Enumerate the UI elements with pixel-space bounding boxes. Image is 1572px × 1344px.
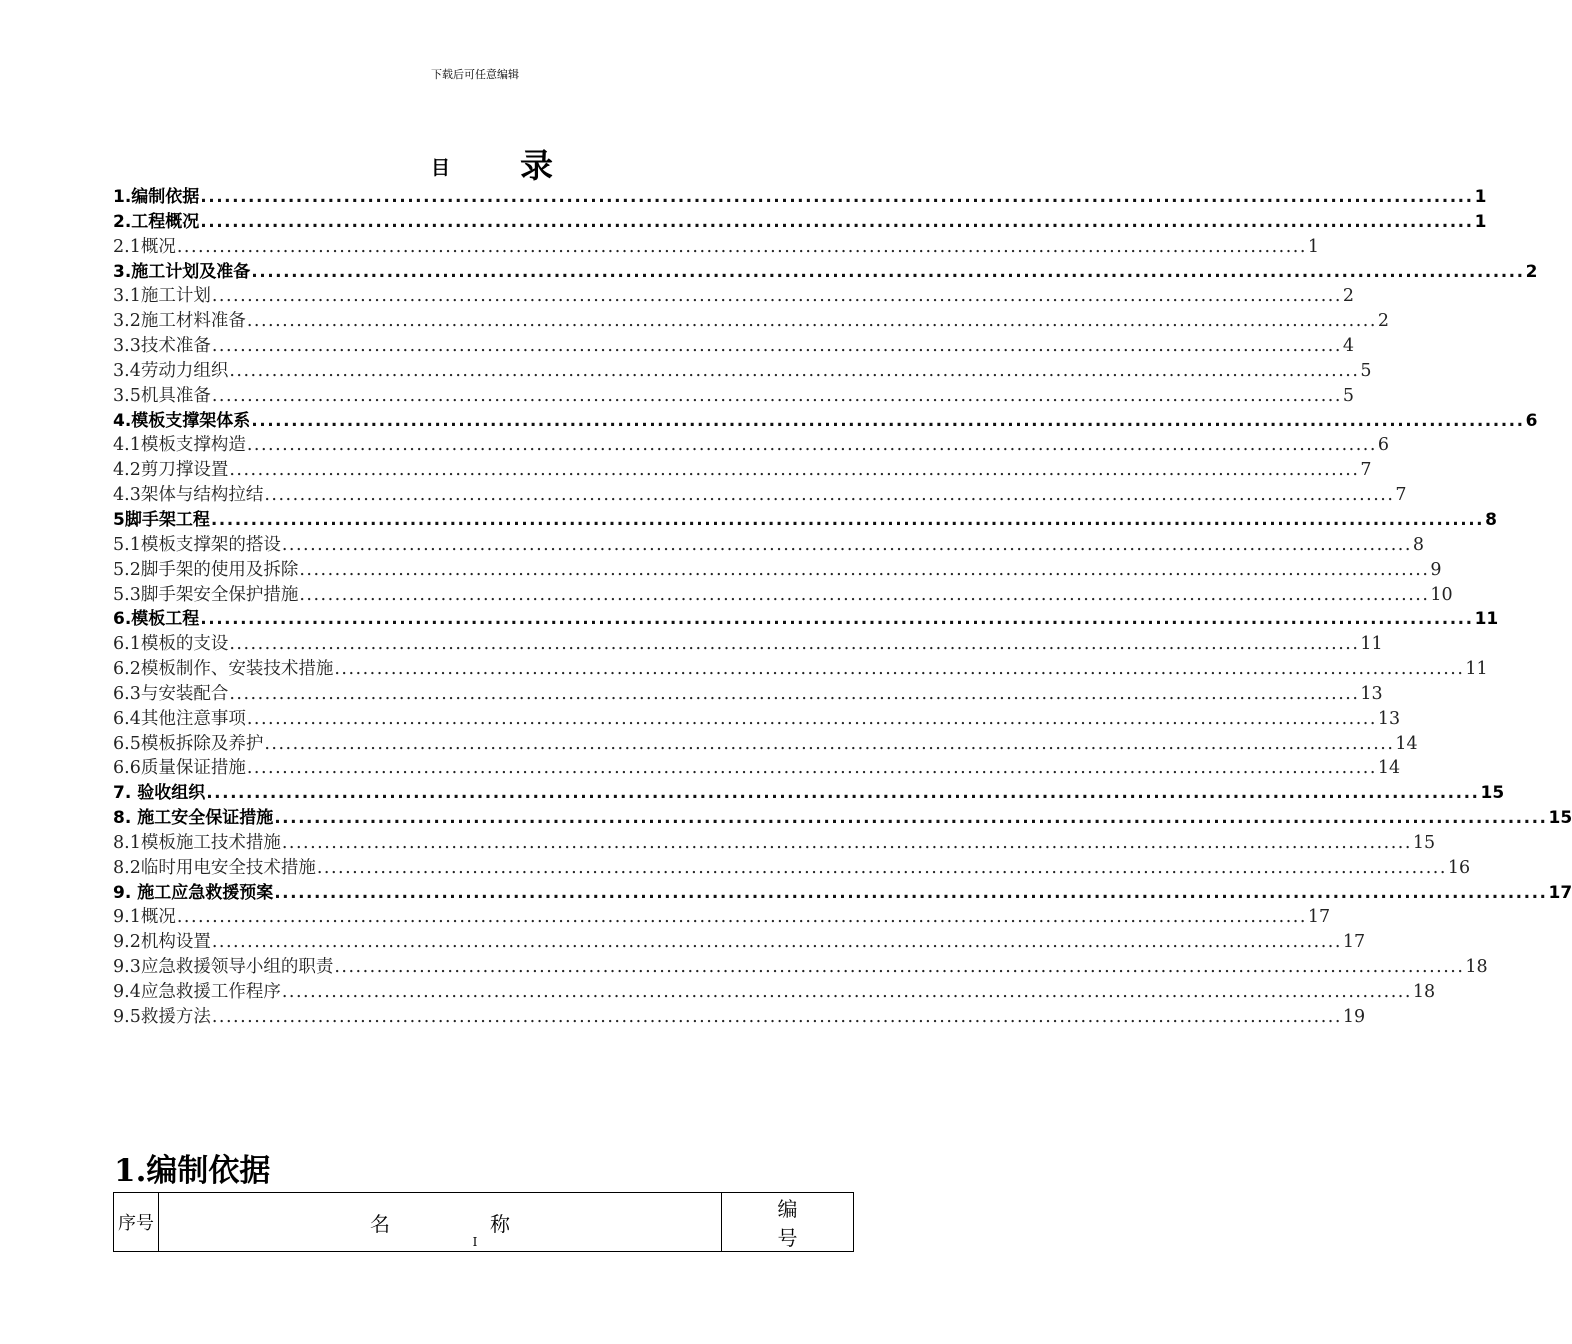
toc-entry-leader: ................................................................................................................................................................: [176, 907, 1307, 928]
toc-entry-leader: ................................................................................................................................................................: [274, 882, 1548, 903]
toc-entry-label: 6.3与安装配合: [113, 683, 229, 704]
toc-entry-leader: ................................................................................................................................................................: [176, 236, 1307, 257]
toc-entry-label: 1.编制依据: [113, 187, 200, 207]
toc-entry[interactable]: [113, 781, 1505, 806]
toc-entry[interactable]: [113, 235, 1320, 260]
toc-entry[interactable]: [113, 955, 1488, 980]
toc-entry-label: 3.5机具准备: [113, 385, 211, 406]
toc-entry[interactable]: [113, 433, 1390, 458]
toc-entry[interactable]: [113, 632, 1383, 657]
toc-entry-page: 18: [1465, 957, 1488, 978]
toc-entry-leader: ................................................................................................................................................................: [229, 634, 1360, 655]
toc-entry[interactable]: [113, 607, 1499, 632]
toc-entry-page: 11: [1360, 634, 1383, 655]
table-of-contents: [113, 185, 1572, 1030]
toc-entry-page: 2: [1525, 261, 1538, 282]
toc-entry-leader: ................................................................................................................................................................: [211, 932, 1342, 953]
toc-entry[interactable]: [113, 309, 1390, 334]
toc-entry-leader: ................................................................................................................................................................: [316, 857, 1447, 878]
toc-entry-label: 2.1概况: [113, 236, 176, 257]
toc-entry-page: 17: [1342, 932, 1366, 953]
toc-entry[interactable]: [113, 905, 1331, 930]
toc-entry-page: 5: [1342, 385, 1355, 406]
toc-title: [0, 140, 950, 184]
toc-entry[interactable]: [113, 533, 1425, 558]
toc-entry-leader: ................................................................................................................................................................: [281, 534, 1412, 555]
toc-entry[interactable]: [113, 732, 1418, 757]
toc-entry[interactable]: [113, 657, 1488, 682]
toc-entry-page: 1: [1307, 236, 1320, 257]
toc-entry[interactable]: [113, 707, 1401, 732]
toc-entry[interactable]: [113, 856, 1471, 881]
toc-entry-label: 8.1模板施工技术措施: [113, 832, 281, 853]
toc-entry-leader: ................................................................................................................................................................: [229, 683, 1360, 704]
toc-entry-label: 4.2剪刀撑设置: [113, 460, 229, 481]
toc-entry-leader: ................................................................................................................................................................: [246, 758, 1377, 779]
toc-entry-label: 6.1模板的支设: [113, 634, 229, 655]
column-header-index: 序号: [114, 1193, 159, 1252]
toc-entry-label: 8. 施工安全保证措施: [113, 808, 274, 829]
toc-entry-label: 9. 施工应急救援预案: [113, 882, 274, 903]
toc-entry-leader: ................................................................................................................................................................: [206, 783, 1480, 804]
toc-entry-leader: ................................................................................................................................................................: [210, 509, 1485, 530]
toc-entry-label: 3.1施工计划: [113, 286, 211, 307]
toc-entry-label: 5脚手架工程: [113, 509, 210, 530]
toc-entry[interactable]: [113, 682, 1383, 707]
toc-entry-page: 15: [1480, 783, 1505, 804]
toc-entry-label: 6.模板工程: [113, 609, 200, 630]
toc-entry-leader: ................................................................................................................................................................: [211, 286, 1342, 307]
toc-entry-leader: ................................................................................................................................................................: [246, 708, 1377, 729]
toc-entry-label: 4.1模板支撑构造: [113, 435, 246, 456]
column-header-code: 编号: [722, 1193, 854, 1252]
toc-title-part2: 录: [520, 146, 553, 185]
column-header-name: 名称: [159, 1193, 722, 1252]
toc-entry-label: 8.2临时用电安全技术措施: [113, 857, 316, 878]
toc-entry-page: 2: [1377, 311, 1390, 332]
toc-entry[interactable]: [113, 458, 1372, 483]
toc-entry-leader: ................................................................................................................................................................: [200, 187, 1474, 207]
toc-entry-page: 14: [1395, 733, 1418, 754]
toc-entry-leader: ................................................................................................................................................................: [299, 584, 1430, 605]
toc-entry[interactable]: [113, 185, 1487, 210]
toc-entry[interactable]: [113, 930, 1366, 955]
toc-entry-page: 15: [1548, 808, 1572, 829]
toc-entry[interactable]: [113, 284, 1355, 309]
toc-entry-label: 9.2机构设置: [113, 932, 211, 953]
toc-entry[interactable]: [113, 210, 1487, 235]
toc-entry[interactable]: [113, 384, 1355, 409]
section-heading: 1.编制依据: [114, 1153, 271, 1189]
toc-entry-page: 9: [1430, 559, 1442, 580]
toc-entry-page: 17: [1548, 882, 1572, 903]
toc-entry[interactable]: [113, 756, 1401, 781]
toc-entry-page: 15: [1412, 832, 1436, 853]
toc-entry[interactable]: [113, 831, 1436, 856]
toc-entry-page: 6: [1377, 435, 1390, 456]
toc-entry-label: 5.1模板支撑架的搭设: [113, 534, 281, 555]
toc-entry[interactable]: [113, 881, 1572, 906]
toc-entry-page: 7: [1360, 460, 1372, 481]
toc-entry-label: 6.2模板制作、安装技术措施: [113, 659, 334, 680]
toc-entry-page: 13: [1360, 683, 1383, 704]
toc-entry-label: 6.4其他注意事项: [113, 708, 246, 729]
toc-entry-leader: ................................................................................................................................................................: [200, 211, 1474, 232]
toc-entry-leader: ................................................................................................................................................................: [229, 460, 1360, 481]
toc-entry-leader: ................................................................................................................................................................: [246, 311, 1377, 332]
toc-entry-page: 7: [1395, 485, 1407, 506]
toc-entry[interactable]: [113, 1005, 1366, 1030]
toc-entry[interactable]: [113, 409, 1538, 434]
toc-entry-leader: ................................................................................................................................................................: [281, 982, 1412, 1002]
toc-entry-label: 3.4劳动力组织: [113, 360, 229, 381]
toc-entry-label: 6.5模板拆除及养护: [113, 733, 264, 754]
toc-entry[interactable]: [113, 508, 1497, 533]
toc-entry-label: 9.3应急救援领导小组的职责: [113, 957, 334, 978]
toc-entry-page: 18: [1412, 982, 1436, 1002]
header-note: 下载后可任意编辑: [431, 68, 519, 81]
toc-entry-leader: ................................................................................................................................................................: [229, 360, 1360, 381]
toc-entry-leader: ................................................................................................................................................................: [334, 957, 1465, 978]
toc-entry-leader: ................................................................................................................................................................: [264, 733, 1395, 754]
toc-entry[interactable]: [113, 583, 1453, 608]
toc-entry-label: 9.1概况: [113, 907, 176, 928]
toc-entry-page: 11: [1465, 659, 1488, 680]
page-number: I: [472, 1235, 478, 1249]
toc-entry-label: 7. 验收组织: [113, 783, 206, 804]
toc-entry-page: 13: [1377, 708, 1401, 729]
toc-entry-label: 2.工程概况: [113, 211, 200, 232]
toc-entry[interactable]: [113, 260, 1538, 285]
toc-entry-page: 11: [1474, 609, 1499, 630]
toc-entry-leader: ................................................................................................................................................................: [274, 808, 1548, 829]
toc-entry-leader: ................................................................................................................................................................: [251, 410, 1525, 431]
toc-entry-leader: ................................................................................................................................................................: [200, 609, 1474, 630]
toc-entry[interactable]: [113, 334, 1355, 359]
toc-entry-page: 5: [1360, 360, 1372, 381]
toc-entry-label: 3.2施工材料准备: [113, 311, 246, 332]
toc-entry-page: 16: [1447, 857, 1471, 878]
toc-entry-page: 8: [1485, 509, 1497, 530]
toc-entry-page: 4: [1342, 336, 1355, 357]
toc-entry-label: 5.2脚手架的使用及拆除: [113, 559, 299, 580]
toc-entry-label: 6.6质量保证措施: [113, 758, 246, 779]
toc-entry-leader: ................................................................................................................................................................: [211, 336, 1342, 357]
toc-entry-label: 3.施工计划及准备: [113, 261, 251, 282]
toc-entry-label: 4.3架体与结构拉结: [113, 485, 264, 506]
toc-entry-label: 5.3脚手架安全保护措施: [113, 584, 299, 605]
toc-entry[interactable]: [113, 359, 1372, 384]
toc-entry-label: 4.模板支撑架体系: [113, 410, 251, 431]
toc-entry[interactable]: [113, 806, 1572, 831]
toc-entry-leader: ................................................................................................................................................................: [281, 832, 1412, 853]
toc-entry-page: 19: [1342, 1006, 1366, 1027]
toc-entry-label: 9.4应急救援工作程序: [113, 982, 281, 1002]
toc-entry-page: 14: [1377, 758, 1401, 779]
toc-entry-page: 1: [1474, 187, 1487, 207]
toc-entry-leader: ................................................................................................................................................................: [251, 261, 1525, 282]
toc-entry[interactable]: [113, 483, 1407, 508]
toc-title-part1: 目: [431, 157, 451, 179]
toc-entry-page: 10: [1430, 584, 1453, 605]
toc-entry-leader: ................................................................................................................................................................: [264, 485, 1395, 506]
toc-entry-label: 3.3技术准备: [113, 336, 211, 357]
toc-entry-page: 2: [1342, 286, 1355, 307]
toc-entry-label: 9.5救援方法: [113, 1006, 211, 1027]
toc-entry-page: 6: [1525, 410, 1538, 431]
toc-entry-page: 8: [1412, 534, 1425, 555]
toc-entry[interactable]: [113, 558, 1442, 583]
toc-entry-leader: ................................................................................................................................................................: [334, 659, 1465, 680]
toc-entry-leader: ................................................................................................................................................................: [299, 559, 1430, 580]
toc-entry-leader: ................................................................................................................................................................: [211, 385, 1342, 406]
toc-entry-leader: ................................................................................................................................................................: [246, 435, 1377, 456]
toc-entry-page: 17: [1307, 907, 1331, 928]
toc-entry-leader: ................................................................................................................................................................: [211, 1006, 1342, 1027]
toc-entry-page: 1: [1474, 211, 1487, 232]
toc-entry[interactable]: [113, 980, 1436, 1005]
